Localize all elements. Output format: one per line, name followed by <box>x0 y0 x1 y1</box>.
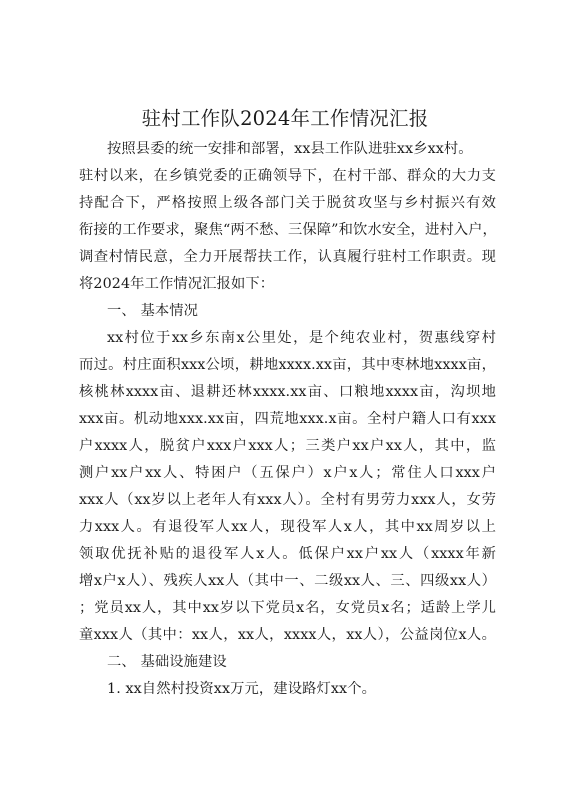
paragraph-line: xx村位于xx乡东南x公里处，是个纯农业村，贺惠线穿村 <box>107 330 496 346</box>
paragraph-line: 持配合下，严格按照上级各部门关于脱贫攻坚与乡村振兴有效 <box>79 195 496 211</box>
paragraph-line: 力xxx人。有退役军人xx人，现役军人x人，其中xx周岁以上 <box>79 519 496 535</box>
paragraph-line: ；党员xx人，其中xx岁以下党员x名，女党员x名；适龄上学儿 <box>79 600 496 616</box>
paragraph-line: 领取优抚补贴的退役军人x人。低保户xx户xx人（xxxx年新 <box>79 546 496 562</box>
paragraph-line: 童xxx人（其中：xx人，xx人，xxxx人，xx人），公益岗位x人。 <box>79 627 496 643</box>
document-title: 驻村工作队2024年工作情况汇报 <box>141 107 429 130</box>
paragraph-line: 调查村情民意，全力开展帮扶工作，认真履行驻村工作职责。现 <box>79 249 496 265</box>
paragraph-line: xxx人（xx岁以上老年人有xxx人）。全村有男劳力xxx人，女劳 <box>79 492 496 508</box>
list-item: 1. xx自然村投资xx万元，建设路灯xx个。 <box>107 681 377 697</box>
paragraph-line: 增x户x人）、残疾人xx人（其中一、二级xx人、三、四级xx人） <box>79 573 496 589</box>
paragraph-line: 户xxxx人，脱贫户xxx户xxx人；三类户xx户xx人，其中，监 <box>79 438 496 454</box>
paragraph-line: 按照县委的统一安排和部署，xx县工作队进驻xx乡xx村。 <box>107 141 473 157</box>
paragraph-line: xxx亩。机动地xxx.xx亩，四荒地xxx.x亩。全村户籍人口有xxx <box>79 411 496 427</box>
paragraph-line: 驻村以来，在乡镇党委的正确领导下，在村干部、群众的大力支 <box>79 168 496 184</box>
section-heading: 二、 基础设施建设 <box>107 654 227 670</box>
paragraph-line: 核桃林xxxx亩、退耕还林xxxx.xx亩、口粮地xxxx亩，沟坝地 <box>79 384 496 400</box>
paragraph-line: 测户xx户xx人、特困户（五保户）x户x人；常住人口xxx户 <box>79 465 496 481</box>
paragraph-line: 将2024年工作情况汇报如下： <box>79 276 275 292</box>
paragraph-line: 而过。村庄面积xxx公顷，耕地xxxx.xx亩，其中枣林地xxxx亩， <box>79 357 496 373</box>
section-heading: 一、 基本情况 <box>107 303 199 319</box>
paragraph-line: 衔接的工作要求，聚焦“两不愁、三保障”和饮水安全，进村入户， <box>79 222 497 238</box>
